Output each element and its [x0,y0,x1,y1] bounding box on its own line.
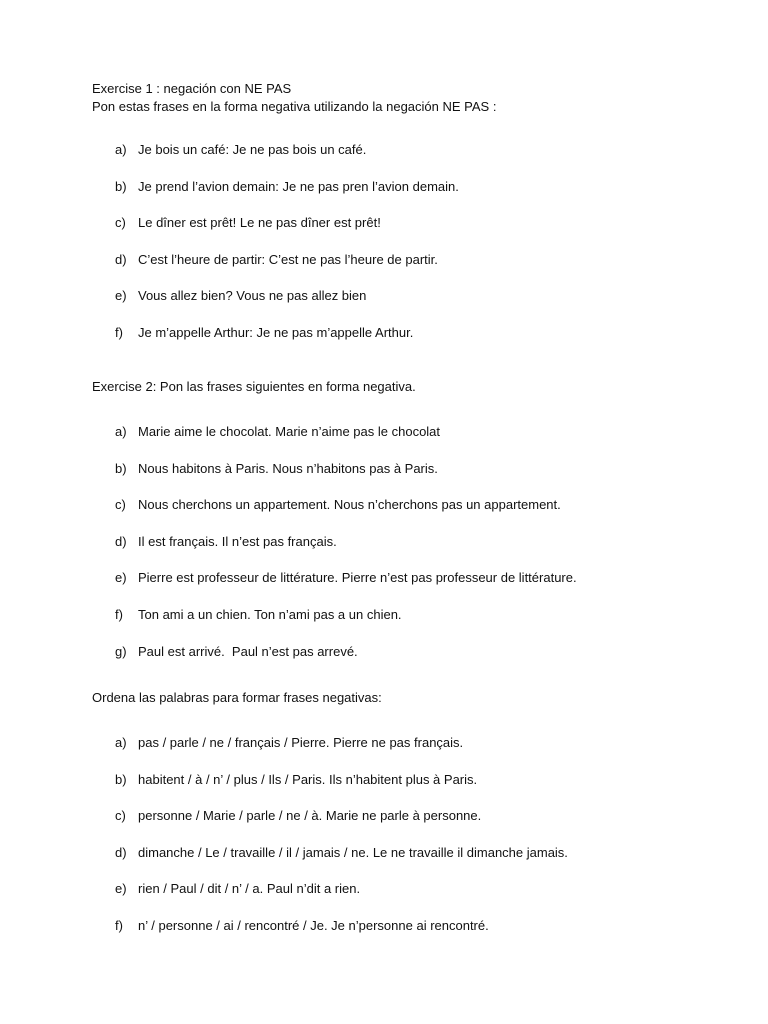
item-marker: a) [115,424,127,439]
list-item [92,460,732,497]
item-text: Nous habitons à Paris. Nous n’habitons pas à Paris. [138,460,438,476]
exercise-1 [92,80,732,361]
item-marker: c) [115,497,126,513]
item-marker: g) [115,643,127,659]
item-text: Nous cherchons un appartement. Nous n’cherchons pas un appartement. [138,497,561,513]
item-text: C’est l’heure de partir: C’est ne pas l’heure de partir. [138,251,438,267]
list-item [92,287,732,324]
item-text: pas / parle / ne / français / Pierre. Pierre ne pas français. [138,735,464,750]
list-item [92,734,732,771]
item-marker: e) [115,570,127,586]
item-text: Vous allez bien? Vous ne pas allez bien [138,288,367,304]
item-marker: a) [115,142,127,157]
item-text: Ton ami a un chien. Ton n’ami pas a un chien. [138,606,402,622]
item-text: Pierre est professeur de littérature. Pierre n’est pas professeur de littérature. [138,570,577,586]
item-text: rien / Paul / dit / n’ / a. Paul n’dit a rien. [138,881,361,897]
exercise-2-title: Exercise 2: Pon las frases siguientes en forma negativa. [92,379,416,394]
list-item [92,496,732,533]
item-text: Je m’appelle Arthur: Je ne pas m’appelle Arthur. [138,324,414,340]
item-marker: c) [115,808,126,824]
item-marker: f) [115,606,123,622]
item-text: Il est français. Il n’est pas français. [138,533,337,549]
item-marker: e) [115,288,127,304]
item-text: Je bois un café: Je ne pas bois un café. [138,142,367,157]
item-text: habitent / à / n’ / plus / Ils / Paris. Ils n’habitent plus à Paris. [138,771,478,787]
item-text: personne / Marie / parle / ne / à. Marie ne parle à personne. [138,808,482,824]
list-item [92,178,732,215]
item-text: n’ / personne / ai / rencontré / Je. Je n’personne ai rencontré. [138,917,489,933]
exercise-1-list [92,141,732,361]
item-marker: d) [115,251,127,267]
list-item [92,214,732,251]
exercise-3-list [92,734,732,954]
item-text: Le dîner est prêt! Le ne pas dîner est prêt! [138,215,381,231]
list-item [92,324,732,361]
exercise-1-title: Exercise 1 : negación con NE PAS [92,81,292,96]
list-item [92,141,732,178]
item-marker: e) [115,881,127,897]
list-item [92,917,732,954]
item-marker: d) [115,844,127,860]
list-item [92,251,732,288]
list-item [92,643,732,680]
item-marker: b) [115,460,127,476]
exercise-2 [92,378,732,679]
item-marker: d) [115,533,127,549]
item-marker: b) [115,178,127,194]
exercise-3 [92,689,732,954]
list-item [92,606,732,643]
item-marker: b) [115,771,127,787]
item-marker: f) [115,324,123,340]
list-item [92,569,732,606]
item-text: dimanche / Le / travaille / il / jamais / ne. Le ne travaille il dimanche jamais. [138,844,568,860]
exercise-2-list [92,423,732,679]
list-item [92,533,732,570]
list-item [92,844,732,881]
list-item [92,771,732,808]
item-text: Paul est arrivé. Paul n’est pas arrevé. [138,643,358,659]
item-text: Je prend l’avion demain: Je ne pas pren l’avion demain. [138,178,459,194]
list-item [92,423,732,460]
item-marker: a) [115,735,127,750]
item-marker: f) [115,917,123,933]
list-item [92,807,732,844]
list-item [92,880,732,917]
item-text: Marie aime le chocolat. Marie n’aime pas le chocolat [138,424,441,439]
exercise-3-title: Ordena las palabras para formar frases negativas: [92,690,382,705]
exercise-1-instruction: Pon estas frases en la forma negativa utilizando la negación NE PAS : [92,99,497,114]
item-marker: c) [115,215,126,231]
